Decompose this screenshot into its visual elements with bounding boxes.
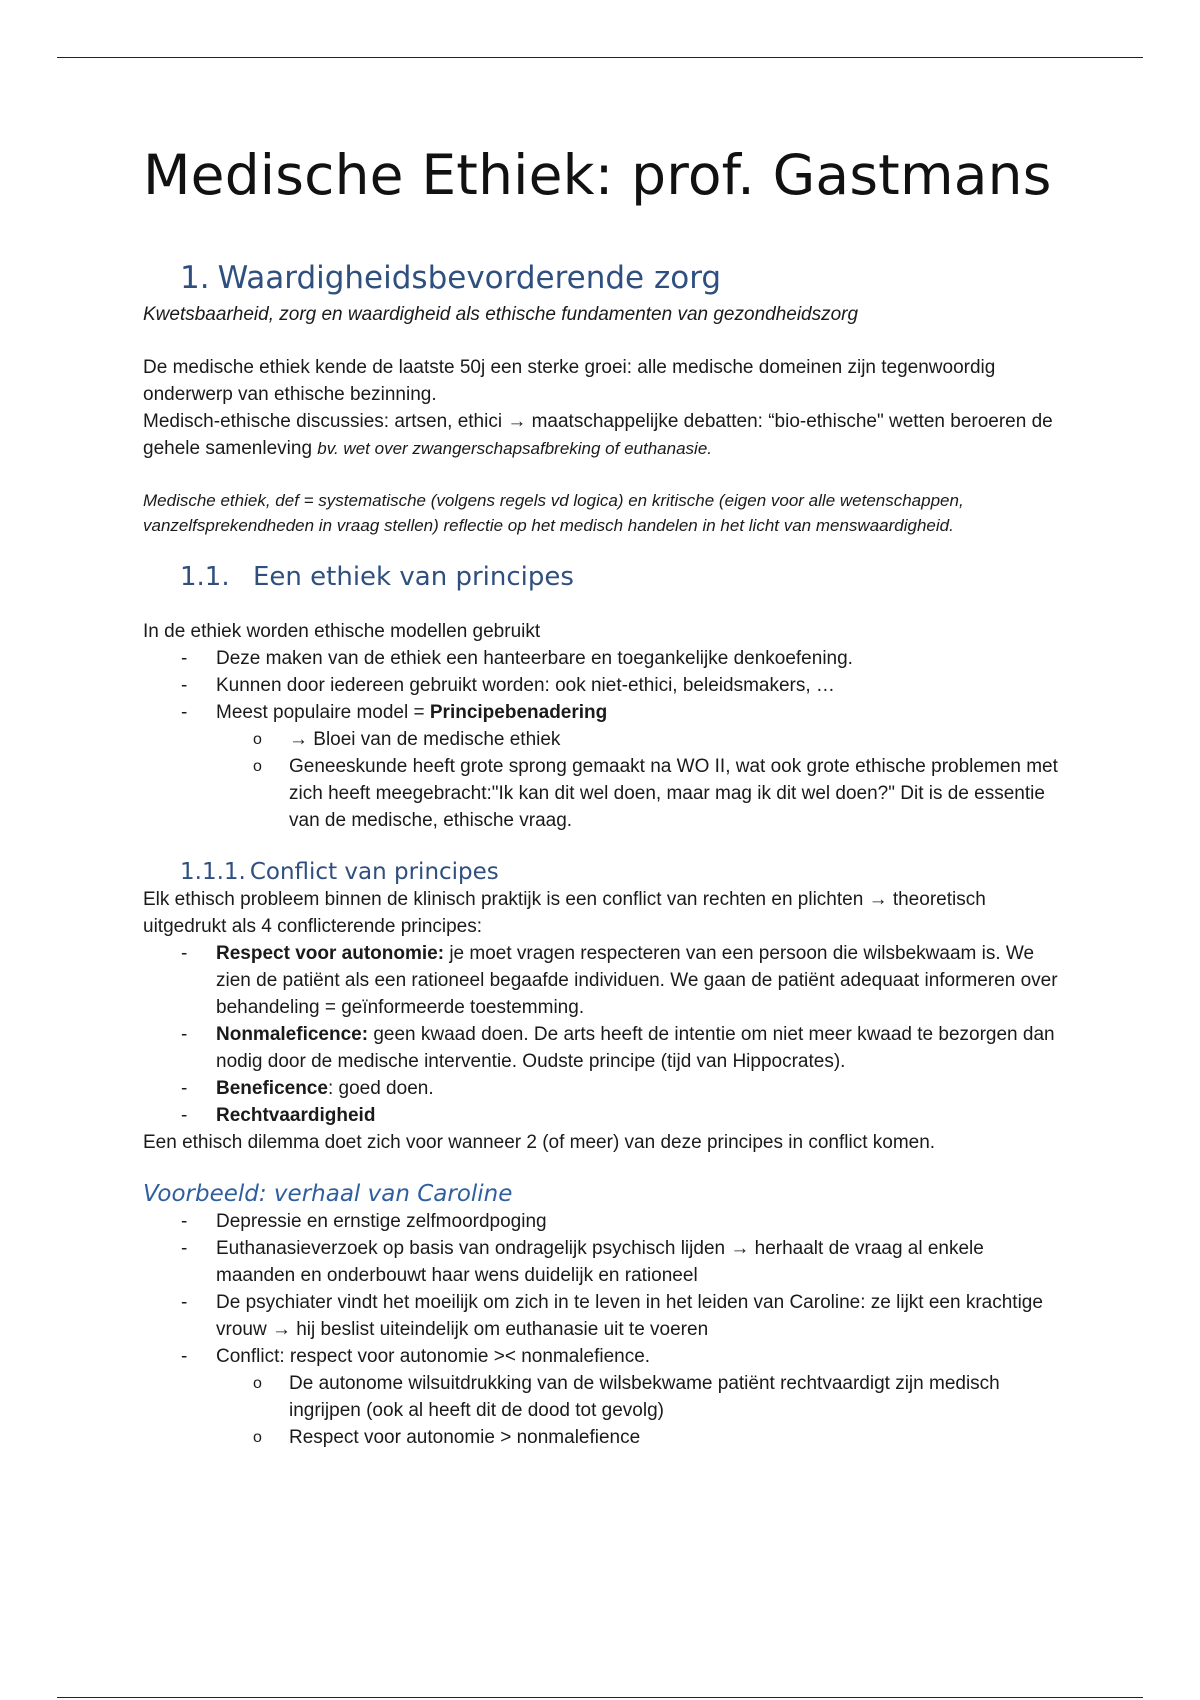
example-list	[143, 1208, 1063, 1370]
principle-term: Beneficence	[216, 1078, 328, 1099]
document-page	[143, 140, 1063, 1451]
definition-paragraph: Medische ethiek, def = systematische (volgens regels vd logica) en kritische (eigen voor alle wetenschappen, vanzelfsprekendheden in vraag stellen) reflectie op het medisch handelen in het licht van menswaardigheid.	[143, 491, 964, 535]
sub-list-item: o → Bloei van de medische ethiek	[143, 726, 1063, 753]
section-1-title: Waardigheidsbevorderende zorg	[217, 260, 722, 296]
section-1-1-1-heading	[180, 858, 1063, 886]
example-item: - De psychiater vindt het moeilijk om zich in te leven in het leiden van Caroline: ze lijkt een krachtige vrouw → hij beslist uiteindelijk om euthanasie uit te voeren	[143, 1289, 1063, 1343]
principle-text: je moet vragen respecteren van een persoon die wilsbekwaam is. We zien de patiënt als een rationeel begaafde individuen. We gaan de patiënt adequaat informeren over behandeling = geïnformeerde toestemming.	[216, 943, 1058, 1018]
section-1-1-heading	[180, 560, 1063, 594]
section-1-1-1-title: Conflict van principes	[249, 859, 499, 885]
example-sublist	[143, 1370, 1063, 1451]
example-sub-item: o Respect voor autonomie > nonmalefience	[143, 1424, 1063, 1451]
sub-list-item: o Geneeskunde heeft grote sprong gemaakt na WO II, wat ook grote ethische problemen met zich heeft meegebracht:"Ik kan dit wel doen, maar mag ik dit wel doen?" Dit is de essentie van de medische, ethische vraag.	[143, 753, 1063, 834]
principle-item	[143, 1075, 1063, 1102]
principle-text: geen kwaad doen. De arts heeft de intentie om niet meer kwaad te bezorgen dan nodig door de medische interventie. Oudste principe (tijd van Hippocrates).	[216, 1024, 1055, 1072]
section-1-1-intro: In de ethiek worden ethische modellen gebruikt	[143, 621, 541, 642]
section-1-1-number: 1.1.	[180, 562, 230, 592]
example-item: - Conflict: respect voor autonomie >< nonmalefience.	[143, 1343, 1063, 1370]
principles-list	[143, 940, 1063, 1129]
section-1-1-title: Een ethiek van principes	[253, 562, 574, 592]
list-item	[143, 699, 1063, 726]
models-list	[143, 645, 1063, 726]
list-item: - Deze maken van de ethiek een hanteerbare en toegankelijke denkoefening.	[143, 645, 1063, 672]
bottom-rule	[57, 1697, 1143, 1698]
paragraph-growth: De medische ethiek kende de laatste 50j een sterke groei: alle medische domeinen zijn tegenwoordig onderwerp van ethische bezinning.	[143, 357, 996, 405]
dilemma-paragraph: Een ethisch dilemma doet zich voor wanneer 2 (of meer) van deze principes in conflict komen.	[143, 1132, 936, 1153]
list-item-text: Meest populaire model =	[216, 702, 430, 723]
paragraph-discussions	[143, 408, 1063, 462]
example-heading: Voorbeeld: verhaal van Caroline	[143, 1181, 513, 1207]
section-1-heading	[180, 258, 1063, 298]
principle-item	[143, 1102, 1063, 1129]
section-1-1-1-intro: Elk ethisch probleem binnen de klinisch praktijk is een conflict van rechten en plichten → theoretisch uitgedrukt als 4 conflicterende principes:	[143, 889, 986, 937]
document-title: Medische Ethiek: prof. Gastmans	[143, 143, 1052, 207]
section-1-number: 1.	[180, 260, 210, 296]
section-1-subtitle: Kwetsbaarheid, zorg en waardigheid als ethische fundamenten van gezondheidszorg	[143, 304, 859, 325]
principle-term: Rechtvaardigheid	[216, 1105, 376, 1126]
paragraph-discussions-text: Medisch-ethische discussies: artsen, ethici → maatschappelijke debatten: “bio-ethische" wetten beroeren de gehele samenleving	[143, 411, 1053, 459]
principle-item	[143, 940, 1063, 1021]
paragraph-discussions-example: bv. wet over zwangerschapsafbreking of euthanasie.	[317, 439, 712, 458]
top-rule	[57, 57, 1143, 58]
principle-text: : goed doen.	[327, 1078, 434, 1099]
principle-term: Nonmaleficence:	[216, 1024, 369, 1045]
list-item: - Kunnen door iedereen gebruikt worden: ook niet-ethici, beleidsmakers, …	[143, 672, 1063, 699]
example-item: - Euthanasieverzoek op basis van ondragelijk psychisch lijden → herhaalt de vraag al enkele maanden en onderbouwt haar wens duidelijk en rationeel	[143, 1235, 1063, 1289]
principebenadering-term: Principebenadering	[429, 702, 608, 723]
principle-item	[143, 1021, 1063, 1075]
example-item: - Depressie en ernstige zelfmoordpoging	[143, 1208, 1063, 1235]
principle-term: Respect voor autonomie:	[216, 943, 445, 964]
models-sublist	[143, 726, 1063, 834]
section-1-1-1-number: 1.1.1.	[180, 859, 246, 885]
example-sub-item: o De autonome wilsuitdrukking van de wilsbekwame patiënt rechtvaardigt zijn medisch ingrijpen (ook al heeft dit de dood tot gevolg)	[143, 1370, 1063, 1424]
